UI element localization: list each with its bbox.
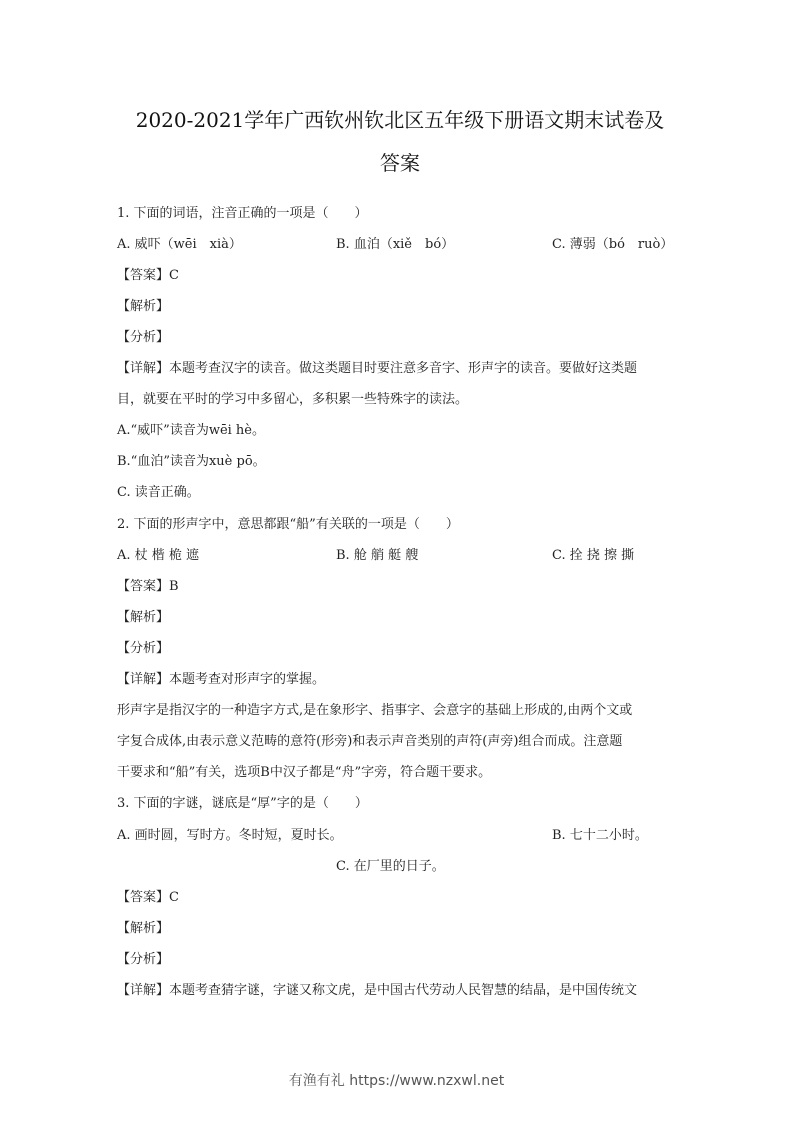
question-1-explain-c: C. 读音正确。	[117, 485, 200, 500]
question-3-option-a: A. 画时圆，写时方。冬时短，夏时长。	[117, 828, 343, 843]
question-2-detail-line-3: 字复合成体,由表示意义范畴的意符(形旁)和表示声音类别的声符(声旁)组合而成。注意题	[117, 734, 623, 749]
question-2-option-b: B. 舱 艄 艇 艘	[336, 548, 419, 563]
question-3-stem: 3. 下面的字谜，谜底是“厚”字的是（ ）	[117, 796, 368, 811]
question-2-stem: 2. 下面的形声字中，意思都跟“船”有关联的一项是（ ）	[117, 517, 459, 532]
question-2-breakdown-label: 【分析】	[117, 641, 170, 656]
question-2-detail-line-4: 干要求和“船”有关，选项B中汉子都是“舟”字旁，符合题干要求。	[117, 765, 492, 780]
question-2-option-a: A. 杖 楷 桅 遮	[117, 548, 200, 563]
question-1-option-c: C. 薄弱（bó ruò）	[552, 237, 674, 252]
question-3-option-c: C. 在厂里的日子。	[336, 859, 445, 874]
question-1-option-a: A. 威吓（wēi xià）	[117, 237, 242, 252]
document-title: 2020-2021学年广西钦州钦北区五年级下册语文期末试卷及	[135, 108, 665, 132]
question-2-detail-line-2: 形声字是指汉字的一种造字方式,是在象形字、指事字、会意字的基础上形成的,由两个文或	[117, 703, 633, 718]
question-2-detail-line-1: 【详解】本题考查对形声字的掌握。	[117, 672, 326, 687]
question-1-analysis-label: 【解析】	[117, 299, 170, 314]
question-3-answer: 【答案】C	[117, 890, 179, 905]
question-3-option-b: B. 七十二小时。	[552, 828, 648, 843]
footer-watermark: 有渔有礼 https://www.nzxwl.net	[288, 1073, 505, 1089]
question-1-detail-line-2: 目，就要在平时的学习中多留心，多积累一些特殊字的读法。	[117, 392, 469, 407]
question-1-answer: 【答案】C	[117, 268, 179, 283]
question-3-breakdown-label: 【分析】	[117, 952, 170, 967]
question-1-breakdown-label: 【分析】	[117, 330, 170, 345]
question-2-analysis-label: 【解析】	[117, 610, 170, 625]
question-1-stem: 1. 下面的词语，注音正确的一项是（ ）	[117, 206, 368, 221]
question-2-option-c: C. 拴 挠 擦 撕	[552, 548, 635, 563]
question-2-answer: 【答案】B	[117, 579, 179, 594]
question-3-detail-line-1: 【详解】本题考查猜字谜，字谜又称文虎，是中国古代劳动人民智慧的结晶，是中国传统文	[117, 983, 638, 998]
question-1-explain-b: B.“血泊”读音为xuè pō。	[117, 454, 266, 469]
question-1-explain-a: A.“威吓”读音为wēi hè。	[117, 423, 265, 438]
document-title-continued: 答案	[380, 151, 420, 175]
question-1-option-b: B. 血泊（xiě bó）	[336, 237, 455, 252]
question-1-detail-line-1: 【详解】本题考查汉字的读音。做这类题目时要注意多音字、形声字的读音。要做好这类题	[117, 361, 638, 376]
question-3-analysis-label: 【解析】	[117, 921, 170, 936]
